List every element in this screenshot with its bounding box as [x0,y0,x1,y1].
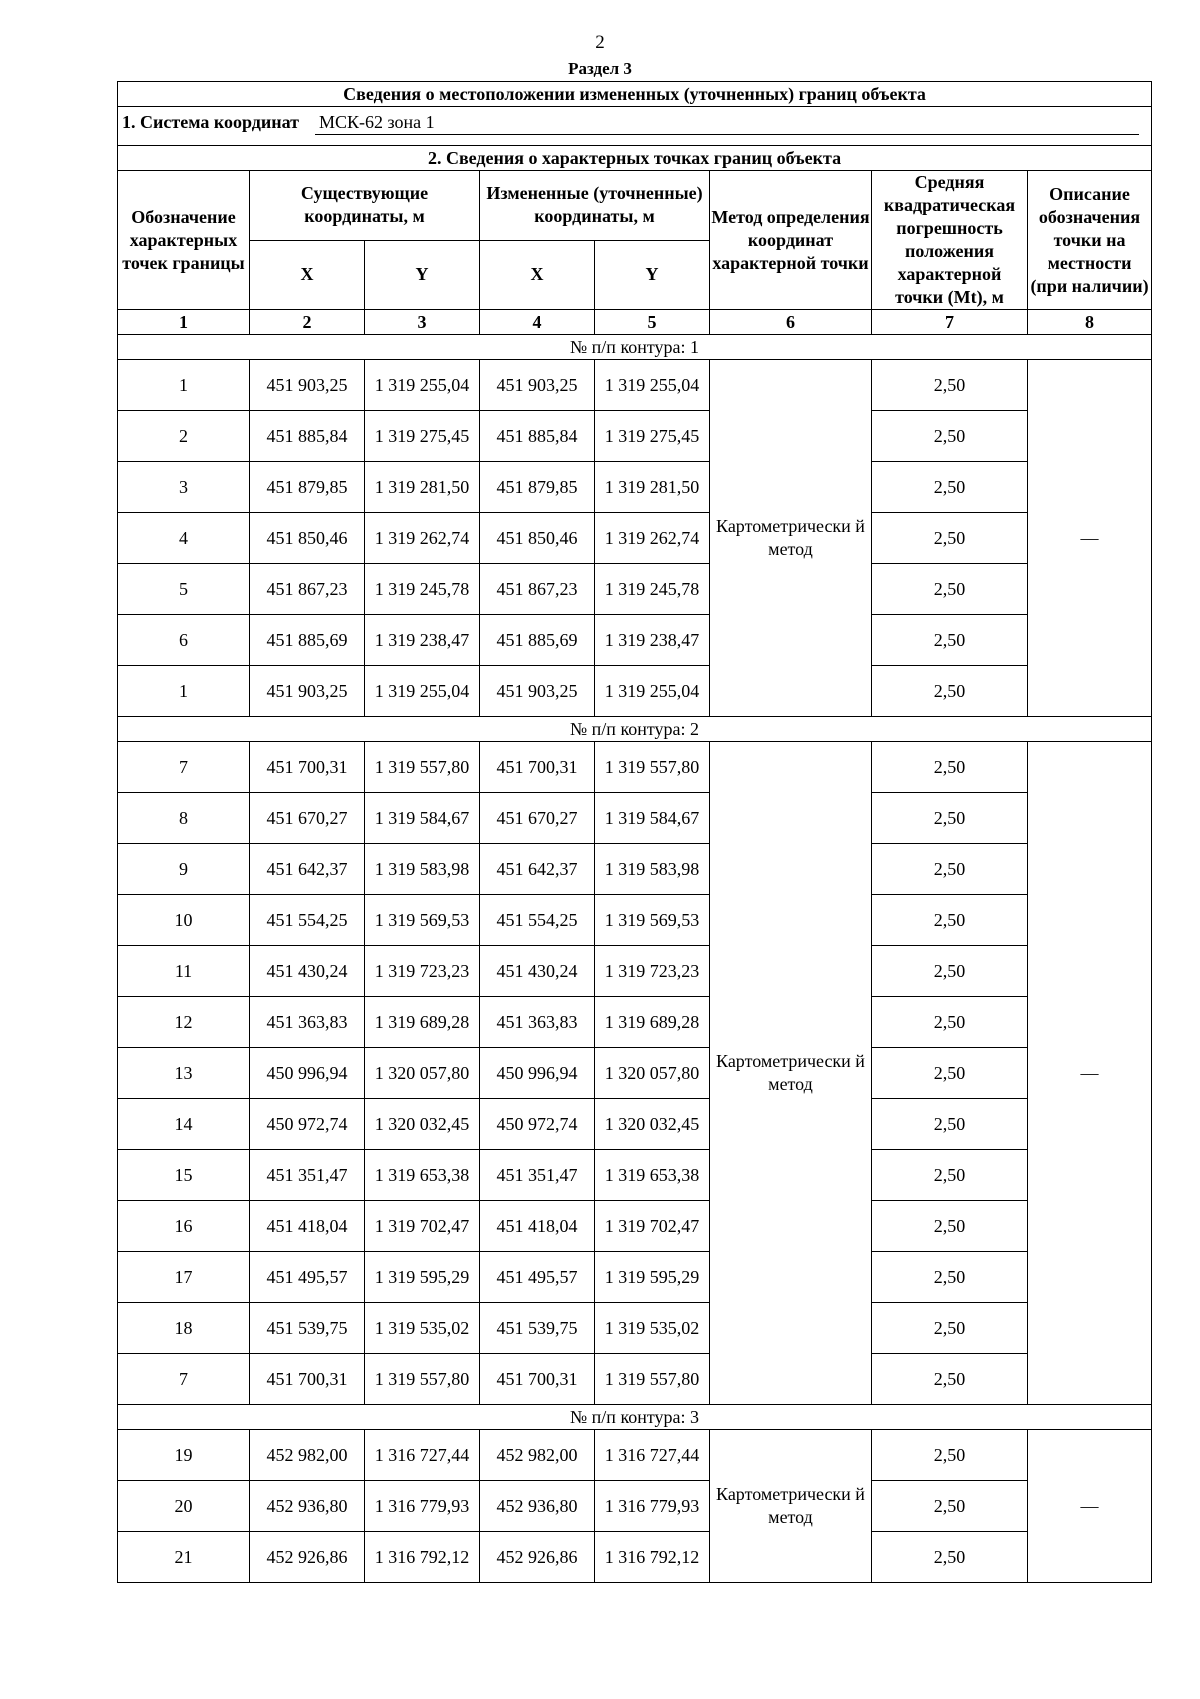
contour-header-row [118,335,1152,360]
changed-y: 1 319 723,23 [595,946,710,997]
point-number: 7 [118,1354,250,1405]
method-cell: Картометрически й метод [710,742,872,1405]
table-row [118,513,1152,564]
changed-x: 451 495,57 [480,1252,595,1303]
mean-error: 2,50 [872,1481,1028,1532]
changed-x: 451 430,24 [480,946,595,997]
point-number: 21 [118,1532,250,1583]
table-row [118,946,1152,997]
table-row [118,1430,1152,1481]
changed-y: 1 319 557,80 [595,1354,710,1405]
changed-y: 1 319 255,04 [595,666,710,717]
changed-y: 1 319 583,98 [595,844,710,895]
points-title: 2. Сведения о характерных точках границ объекта [118,146,1152,171]
existing-y: 1 319 238,47 [365,615,480,666]
point-number: 3 [118,462,250,513]
table-row [118,411,1152,462]
mean-error: 2,50 [872,895,1028,946]
point-number: 4 [118,513,250,564]
table-row [118,1150,1152,1201]
mean-error: 2,50 [872,997,1028,1048]
point-number: 13 [118,1048,250,1099]
changed-y: 1 319 262,74 [595,513,710,564]
point-number: 14 [118,1099,250,1150]
point-number: 17 [118,1252,250,1303]
point-number: 1 [118,666,250,717]
table-row [118,1252,1152,1303]
table-row [118,997,1152,1048]
mean-error: 2,50 [872,742,1028,793]
header-changed-x: X [480,240,595,310]
table-row [118,742,1152,793]
changed-x: 451 903,25 [480,360,595,411]
description-cell: — [1028,1430,1152,1583]
changed-x: 451 885,69 [480,615,595,666]
changed-x: 451 879,85 [480,462,595,513]
contour-header-row [118,1405,1152,1430]
table-row [118,1532,1152,1583]
point-number: 10 [118,895,250,946]
contour-label: № п/п контура: 2 [118,717,1152,742]
mean-error: 2,50 [872,564,1028,615]
table-row [118,1099,1152,1150]
changed-x: 451 554,25 [480,895,595,946]
point-number: 1 [118,360,250,411]
table-row [118,564,1152,615]
table-row [118,615,1152,666]
coord-system-row [118,107,1152,146]
table-row [118,360,1152,411]
changed-x: 452 936,80 [480,1481,595,1532]
table-row [118,1048,1152,1099]
header-existing-y: Y [365,240,480,310]
mean-error: 2,50 [872,1252,1028,1303]
changed-x: 452 982,00 [480,1430,595,1481]
table-row [118,1303,1152,1354]
coord-system-value: МСК-62 зона 1 [315,112,1139,135]
changed-y: 1 320 057,80 [595,1048,710,1099]
changed-y: 1 316 727,44 [595,1430,710,1481]
point-number: 6 [118,615,250,666]
mean-error: 2,50 [872,1048,1028,1099]
existing-y: 1 319 535,02 [365,1303,480,1354]
point-number: 15 [118,1150,250,1201]
changed-x: 452 926,86 [480,1532,595,1583]
existing-x: 451 885,69 [250,615,365,666]
mean-error: 2,50 [872,793,1028,844]
mean-error: 2,50 [872,1430,1028,1481]
changed-x: 451 642,37 [480,844,595,895]
point-number: 2 [118,411,250,462]
changed-y: 1 316 792,12 [595,1532,710,1583]
existing-x: 451 642,37 [250,844,365,895]
column-number: 2 [250,310,365,335]
changed-x: 451 700,31 [480,742,595,793]
changed-x: 451 903,25 [480,666,595,717]
mean-error: 2,50 [872,411,1028,462]
existing-x: 452 936,80 [250,1481,365,1532]
existing-y: 1 319 723,23 [365,946,480,997]
existing-x: 451 554,25 [250,895,365,946]
contour-label: № п/п контура: 1 [118,335,1152,360]
existing-y: 1 319 557,80 [365,742,480,793]
changed-y: 1 319 275,45 [595,411,710,462]
header-changed-y: Y [595,240,710,310]
existing-y: 1 319 653,38 [365,1150,480,1201]
point-number: 16 [118,1201,250,1252]
header-mean-error: Средняя квадратическая погрешность положения характерной точки (Mt), м [872,171,1028,310]
point-number: 18 [118,1303,250,1354]
existing-y: 1 319 584,67 [365,793,480,844]
changed-y: 1 320 032,45 [595,1099,710,1150]
existing-x: 450 996,94 [250,1048,365,1099]
column-number: 6 [710,310,872,335]
mean-error: 2,50 [872,1150,1028,1201]
column-number: 4 [480,310,595,335]
table-row [118,666,1152,717]
point-number: 7 [118,742,250,793]
mean-error: 2,50 [872,666,1028,717]
point-number: 11 [118,946,250,997]
existing-x: 452 926,86 [250,1532,365,1583]
mean-error: 2,50 [872,844,1028,895]
changed-y: 1 319 569,53 [595,895,710,946]
existing-y: 1 316 779,93 [365,1481,480,1532]
existing-x: 451 351,47 [250,1150,365,1201]
header-existing-coords: Существующие координаты, м [250,171,480,241]
method-cell: Картометрически й метод [710,360,872,717]
header-changed-coords: Измененные (уточненные) координаты, м [480,171,710,241]
changed-x: 451 670,27 [480,793,595,844]
existing-x: 451 418,04 [250,1201,365,1252]
section-title: Раздел 3 [568,59,632,78]
table-row [118,1354,1152,1405]
existing-x: 451 885,84 [250,411,365,462]
header-existing-x: X [250,240,365,310]
table-row [118,844,1152,895]
point-number: 20 [118,1481,250,1532]
changed-y: 1 319 653,38 [595,1150,710,1201]
table-row [118,1481,1152,1532]
existing-y: 1 316 792,12 [365,1532,480,1583]
point-number: 12 [118,997,250,1048]
changed-y: 1 319 245,78 [595,564,710,615]
changed-x: 451 885,84 [480,411,595,462]
point-number: 5 [118,564,250,615]
column-number: 5 [595,310,710,335]
changed-x: 450 996,94 [480,1048,595,1099]
changed-y: 1 319 584,67 [595,793,710,844]
existing-y: 1 319 245,78 [365,564,480,615]
changed-y: 1 319 689,28 [595,997,710,1048]
column-number: 1 [118,310,250,335]
changed-y: 1 319 281,50 [595,462,710,513]
point-number: 8 [118,793,250,844]
existing-x: 451 700,31 [250,1354,365,1405]
column-number: 7 [872,310,1028,335]
existing-x: 451 903,25 [250,666,365,717]
table-row [118,895,1152,946]
changed-x: 451 363,83 [480,997,595,1048]
existing-y: 1 320 057,80 [365,1048,480,1099]
existing-x: 451 850,46 [250,513,365,564]
existing-y: 1 319 557,80 [365,1354,480,1405]
existing-y: 1 319 569,53 [365,895,480,946]
changed-y: 1 319 557,80 [595,742,710,793]
column-number: 3 [365,310,480,335]
table-row [118,462,1152,513]
existing-x: 451 539,75 [250,1303,365,1354]
changed-y: 1 316 779,93 [595,1481,710,1532]
description-cell: — [1028,360,1152,717]
existing-y: 1 319 689,28 [365,997,480,1048]
mean-error: 2,50 [872,513,1028,564]
changed-x: 450 972,74 [480,1099,595,1150]
existing-y: 1 319 281,50 [365,462,480,513]
page-number: 2 [595,32,605,53]
changed-x: 451 867,23 [480,564,595,615]
existing-y: 1 319 583,98 [365,844,480,895]
changed-y: 1 319 535,02 [595,1303,710,1354]
header-method: Метод определения координат характерной точки [710,171,872,310]
mean-error: 2,50 [872,1099,1028,1150]
changed-x: 451 418,04 [480,1201,595,1252]
existing-y: 1 319 275,45 [365,411,480,462]
table-row [118,793,1152,844]
existing-y: 1 316 727,44 [365,1430,480,1481]
changed-y: 1 319 702,47 [595,1201,710,1252]
existing-y: 1 319 255,04 [365,360,480,411]
point-number: 9 [118,844,250,895]
existing-y: 1 319 255,04 [365,666,480,717]
changed-x: 451 850,46 [480,513,595,564]
existing-y: 1 319 702,47 [365,1201,480,1252]
changed-x: 451 539,75 [480,1303,595,1354]
contour-label: № п/п контура: 3 [118,1405,1152,1430]
mean-error: 2,50 [872,360,1028,411]
existing-x: 452 982,00 [250,1430,365,1481]
changed-y: 1 319 595,29 [595,1252,710,1303]
boundary-table [117,81,1152,1583]
coord-system-label: 1. Система координат [122,112,299,132]
changed-x: 451 351,47 [480,1150,595,1201]
existing-x: 451 867,23 [250,564,365,615]
header-point-designation: Обозначение характерных точек границы [118,171,250,310]
existing-x: 451 879,85 [250,462,365,513]
existing-x: 451 430,24 [250,946,365,997]
table-row [118,1201,1152,1252]
column-number: 8 [1028,310,1152,335]
method-cell: Картометрически й метод [710,1430,872,1583]
changed-x: 451 700,31 [480,1354,595,1405]
contour-header-row [118,717,1152,742]
point-number: 19 [118,1430,250,1481]
mean-error: 2,50 [872,946,1028,997]
existing-y: 1 320 032,45 [365,1099,480,1150]
table-title: Сведения о местоположении измененных (уточненных) границ объекта [118,82,1152,107]
header-description: Описание обозначения точки на местности (при наличии) [1028,171,1152,310]
mean-error: 2,50 [872,1354,1028,1405]
mean-error: 2,50 [872,615,1028,666]
existing-y: 1 319 262,74 [365,513,480,564]
existing-x: 451 363,83 [250,997,365,1048]
mean-error: 2,50 [872,462,1028,513]
existing-x: 451 495,57 [250,1252,365,1303]
mean-error: 2,50 [872,1303,1028,1354]
existing-x: 450 972,74 [250,1099,365,1150]
existing-x: 451 903,25 [250,360,365,411]
changed-y: 1 319 238,47 [595,615,710,666]
mean-error: 2,50 [872,1532,1028,1583]
description-cell: — [1028,742,1152,1405]
changed-y: 1 319 255,04 [595,360,710,411]
existing-x: 451 670,27 [250,793,365,844]
existing-y: 1 319 595,29 [365,1252,480,1303]
mean-error: 2,50 [872,1201,1028,1252]
existing-x: 451 700,31 [250,742,365,793]
